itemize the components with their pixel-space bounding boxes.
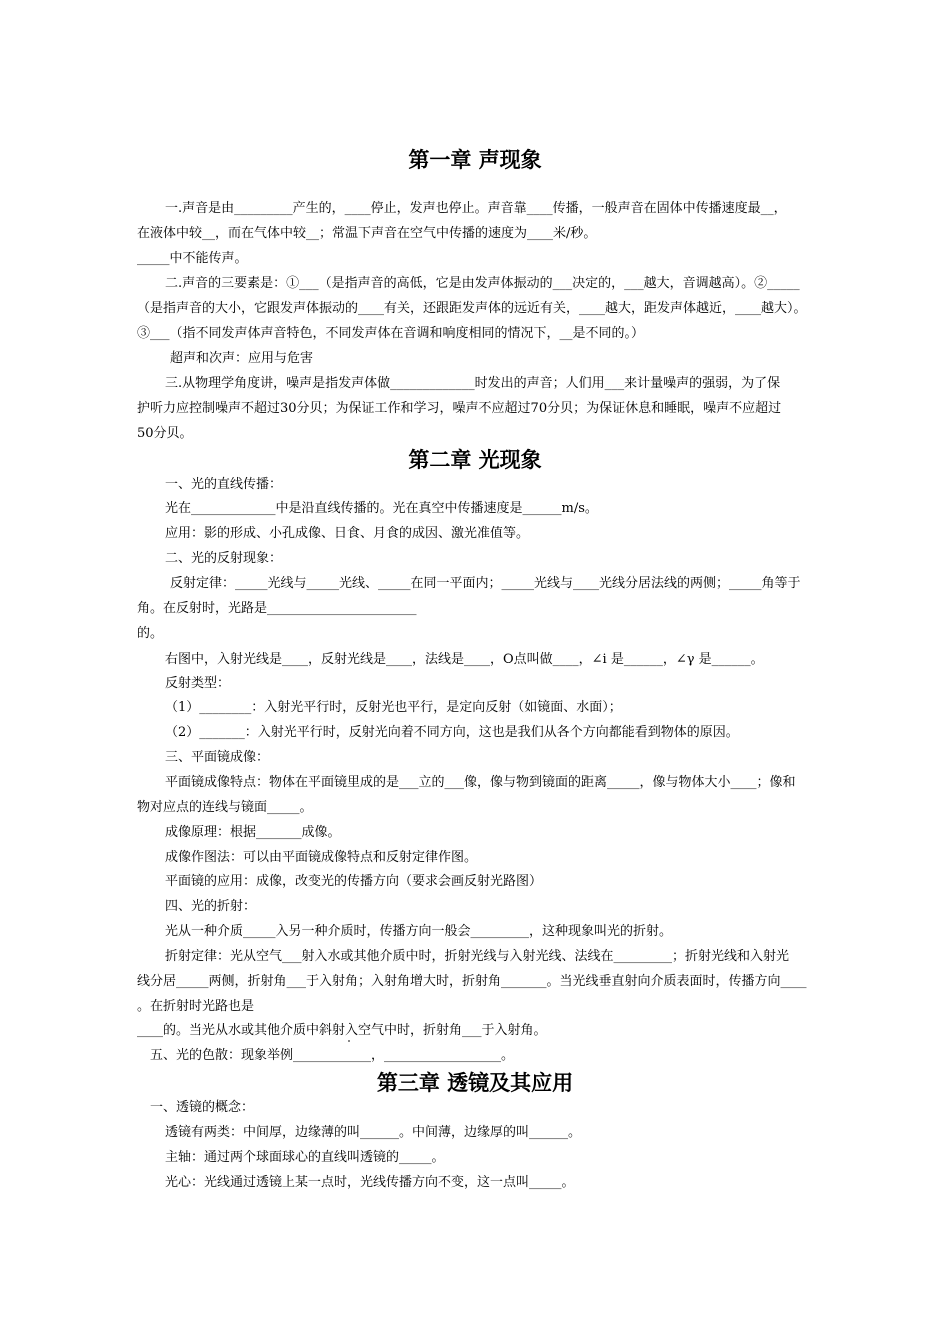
paragraph-line: 超声和次声：应用与危害	[170, 351, 314, 366]
paragraph-line: 的。	[137, 626, 164, 641]
paragraph-line: 平面镜成像特点：物体在平面镜里成的是___立的___像，像与物到镜面的距离_____，像与物体大小____；像和	[165, 775, 796, 790]
paragraph-line: 。在折射时光路也是	[137, 999, 255, 1014]
paragraph-line: （是指声音的大小，它跟发声体振动的____有关，还跟距发声体的远近有关，____越大，距发声体越近，____越大）。	[137, 301, 807, 316]
paragraph-line: 光从一种介质_____入另一种介质时，传播方向一般会_________，这种现象叫光的折射。	[165, 924, 673, 939]
paragraph-line: ____的。当光从水或其他介质中斜射入空气中时，折射角___于入射角。	[137, 1023, 547, 1038]
paragraph-line: 右图中，入射光线是____，反射光线是____，法线是____，O点叫做____，∠i 是______，∠γ 是______。	[165, 652, 764, 667]
paragraph-line: 光在_____________中是沿直线传播的。光在真空中传播速度是______m/s。	[165, 501, 598, 516]
paragraph-line: 应用：影的形成、小孔成像、日食、月食的成因、激光准值等。	[165, 526, 530, 541]
paragraph-line: 透镜有两类：中间厚，边缘薄的叫______。中间薄，边缘厚的叫______。	[165, 1125, 582, 1140]
paragraph-line: 角。在反射时，光路是_______________________	[137, 601, 417, 616]
paragraph-line: 线分居_____两侧，折射角___于入射角；入射角增大时，折射角_______。当光线垂直射向介质表面时，传播方向____	[137, 974, 807, 989]
paragraph-line: 物对应点的连线与镜面_____。	[137, 800, 313, 815]
paragraph-line: （2）_______：入射光平行时，反射光向着不同方向，这也是我们从各个方向都能看到物体的原因。	[165, 725, 739, 740]
paragraph-line: 光心：光线通过透镜上某一点时，光线传播方向不变，这一点叫_____。	[165, 1175, 575, 1190]
chapter-3-title: 第三章 透镜及其应用	[376, 1071, 574, 1095]
paragraph-line: 反射类型：	[165, 676, 231, 691]
paragraph-line: 在液体中较__，而在气体中较__；常温下声音在空气中传播的速度为____米/秒。	[137, 226, 597, 241]
paragraph-line: 成像原理：根据_______成像。	[165, 825, 341, 840]
section-heading: 一、光的直线传播：	[165, 477, 283, 492]
section-heading: 五、光的色散：现象举例____________，__________________。	[150, 1048, 515, 1063]
chapter-2-title: 第二章 光现象	[408, 448, 542, 472]
paragraph-line: 主轴：通过两个球面球心的直线叫透镜的_____。	[165, 1150, 445, 1165]
paragraph-line: 一.声音是由_________产生的，____停止，发声也停止。声音靠____传播，一般声音在固体中传播速度最__，	[165, 201, 787, 216]
paragraph-line: 50分贝。	[137, 426, 193, 441]
chapter-1-title: 第一章 声现象	[408, 148, 542, 172]
section-heading: 一、透镜的概念：	[150, 1100, 255, 1115]
paragraph-line: 反射定律：_____光线与_____光线、_____在同一平面内；_____光线与____光线分居法线的两侧；_____角等于	[170, 576, 801, 591]
section-heading: 二、光的反射现象：	[165, 551, 283, 566]
emphasis-dot	[348, 1040, 350, 1042]
paragraph-line: 折射定律：光从空气___射入水或其他介质中时，折射光线与入射光线、法线在_________；折射光线和入射光	[165, 949, 790, 964]
section-heading: 四、光的折射：	[165, 899, 257, 914]
paragraph-line: （1）________：入射光平行时，反射光也平行，是定向反射（如镜面、水面）；	[165, 700, 622, 715]
paragraph-line: 三.从物理学角度讲，噪声是指发声体做_____________时发出的声音；人们用___来计量噪声的强弱，为了保	[165, 376, 781, 391]
paragraph-line: 护听力应控制噪声不超过30分贝；为保证工作和学习，噪声不应超过70分贝；为保证休息和睡眠，噪声不应超过	[137, 401, 782, 416]
section-heading: 三、平面镜成像：	[165, 750, 270, 765]
paragraph-line: 平面镜的应用：成像，改变光的传播方向（要求会画反射光路图）	[165, 874, 543, 889]
paragraph-line: _____中不能传声。	[137, 251, 248, 266]
paragraph-line: 二.声音的三要素是：①___（是指声音的高低，它是由发声体振动的___决定的，___越大，音调越高）。②_____	[165, 276, 800, 291]
paragraph-line: 成像作图法：可以由平面镜成像特点和反射定律作图。	[165, 850, 478, 865]
paragraph-line: ③___（指不同发声体声音特色，不同发声体在音调和响度相同的情况下，__是不同的。）	[137, 326, 645, 341]
